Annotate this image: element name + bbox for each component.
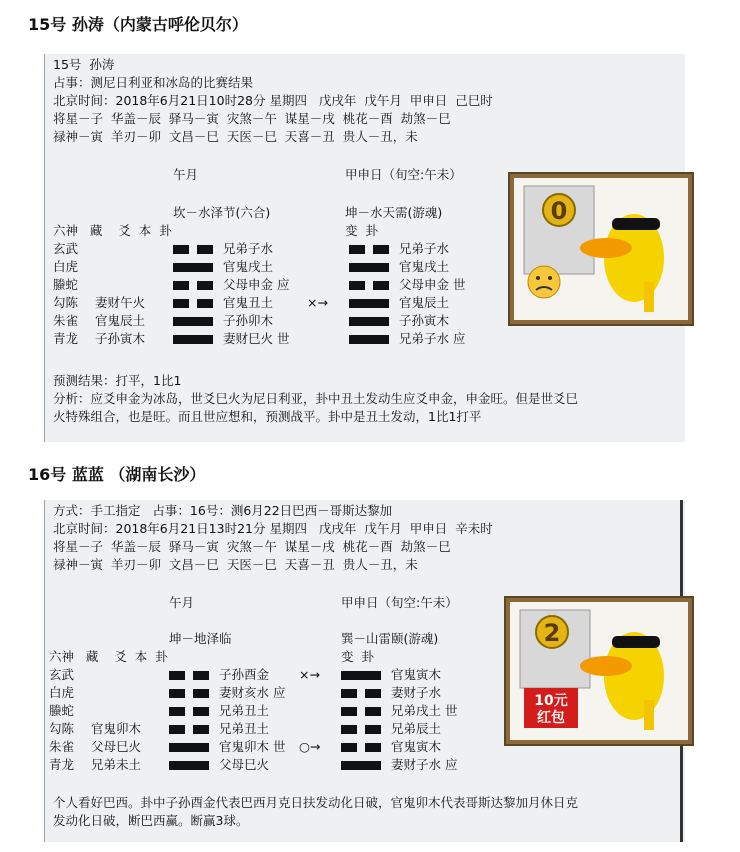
moving-line-mark: ○→ [299, 739, 321, 754]
six-god-label: 白虎 [49, 685, 75, 700]
changed-line-label: 妻财子水 [391, 685, 442, 700]
red-packet-line1: 10元 [534, 693, 568, 709]
six-god-label: 白虎 [53, 259, 79, 274]
changed-gua-name: 坤－水天需(游魂) [345, 205, 443, 220]
six-god-label: 勾陈 [49, 721, 75, 736]
changed-yao [349, 294, 389, 312]
changed-line-label: 兄弟子水 [399, 241, 450, 256]
base-line-label: 子孙卯木 [223, 313, 274, 328]
base-yao [173, 258, 213, 276]
result-line: 预测结果：打平，1比1 [53, 373, 182, 388]
hidden-line-label: 官鬼辰土 [95, 313, 146, 328]
moving-line-mark: ×→ [299, 667, 320, 682]
duck-illustration [510, 602, 688, 740]
changed-yao [341, 666, 381, 684]
changed-yao [341, 738, 381, 756]
column-header-left: 六神 藏 爻 本 卦 [53, 223, 172, 238]
changed-line-label: 兄弟子水 应 [399, 331, 466, 346]
analysis-line-1: 分析：应爻申金为冰岛，世爻巳火为尼日利亚，卦中丑土发动生应爻申金，申金旺。但是世爻巳 [53, 391, 579, 406]
six-god-label: 朱雀 [49, 739, 75, 754]
base-yao [173, 330, 213, 348]
six-god-label: 螣蛇 [53, 277, 79, 292]
six-god-label: 玄武 [53, 241, 79, 256]
changed-gua-name: 巽－山雷颐(游魂) [341, 631, 439, 646]
duck-picture-frame [504, 596, 694, 746]
base-yao [173, 312, 213, 330]
hidden-line-label: 妻财午火 [95, 295, 146, 310]
analysis-line-2: 发动化日破，断巴西赢。断赢3球。 [53, 813, 249, 828]
month-label: 午月 [173, 167, 199, 182]
six-god-label: 螣蛇 [49, 703, 75, 718]
six-god-label: 青龙 [49, 757, 75, 772]
hidden-line-label: 子孙寅木 [95, 331, 146, 346]
six-god-label: 玄武 [49, 667, 75, 682]
badge-digit: 0 [550, 197, 568, 225]
base-line-label: 兄弟丑土 [219, 721, 270, 736]
changed-line-label: 妻财子水 应 [391, 757, 458, 772]
column-header-left: 六神 藏 爻 本 卦 [49, 649, 168, 664]
base-line-label: 子孙酉金 [219, 667, 270, 682]
duck-illustration [514, 178, 688, 320]
changed-line-label: 子孙寅木 [399, 313, 450, 328]
changed-yao [341, 702, 381, 720]
base-yao [169, 738, 209, 756]
changed-line-label: 兄弟戌土 世 [391, 703, 458, 718]
base-yao [169, 666, 209, 684]
badge-digit: 2 [543, 619, 561, 647]
changed-yao [341, 684, 381, 702]
red-packet-line2: 红包 [537, 710, 565, 726]
base-line-label: 兄弟丑土 [219, 703, 270, 718]
base-line-label: 父母申金 应 [223, 277, 290, 292]
changed-line-label: 官鬼寅木 [391, 739, 442, 754]
changed-yao [341, 756, 381, 774]
base-yao [169, 756, 209, 774]
day-label: 甲申日（旬空:午未） [341, 595, 458, 610]
month-label: 午月 [169, 595, 195, 610]
changed-yao [349, 276, 389, 294]
changed-line-label: 官鬼寅木 [391, 667, 442, 682]
base-yao [173, 276, 213, 294]
changed-line-label: 父母申金 世 [399, 277, 466, 292]
changed-yao [349, 240, 389, 258]
stars-line-2: 禄神－寅 羊刃－卯 文昌－巳 天医－巳 天喜－丑 贵人－丑，未 [53, 557, 418, 572]
changed-yao [349, 330, 389, 348]
base-yao [169, 720, 209, 738]
section-heading-16: 16号 蓝蓝 （湖南长沙） [28, 465, 206, 484]
six-god-label: 朱雀 [53, 313, 79, 328]
changed-yao [349, 258, 389, 276]
analysis-line-2: 火特殊组合，也是旺。而且世应想和，预测战平。卦中是丑土发动，1比1打平 [53, 409, 482, 424]
question-line: 占事：测尼日利亚和冰岛的比赛结果 [53, 75, 254, 90]
base-gua-name: 坎－水泽节(六合) [173, 205, 271, 220]
hidden-line-label: 父母巳火 [91, 739, 142, 754]
column-header-right: 变 卦 [341, 649, 374, 664]
column-header-right: 变 卦 [345, 223, 378, 238]
changed-line-label: 官鬼辰土 [399, 295, 450, 310]
stars-line: 将星－子 华盖－辰 驿马－寅 灾煞－午 谋星－戌 桃花－酉 劫煞－巳 [53, 539, 451, 554]
base-line-label: 父母巳火 [219, 757, 270, 772]
stars-line: 将星－子 华盖－辰 驿马－寅 灾煞－午 谋星－戌 桃花－酉 劫煞－巳 [53, 111, 451, 126]
base-line-label: 官鬼丑土 [223, 295, 274, 310]
section-heading-15: 15号 孙涛（内蒙古呼伦贝尔） [28, 15, 248, 34]
duck-picture-frame [508, 172, 694, 326]
base-line-label: 兄弟子水 [223, 241, 274, 256]
stars-line-2: 禄神－寅 羊刃－卯 文昌－巳 天医－巳 天喜－丑 贵人－丑，未 [53, 129, 418, 144]
changed-line-label: 兄弟辰土 [391, 721, 442, 736]
changed-line-label: 官鬼戌土 [399, 259, 450, 274]
base-yao [169, 684, 209, 702]
changed-yao [341, 720, 381, 738]
base-line-label: 官鬼戌土 [223, 259, 274, 274]
analysis-line-1: 个人看好巴西。卦中子孙酉金代表巴西月克日扶发动化日破，官鬼卯木代表哥斯达黎加月休日克 [53, 795, 579, 810]
changed-yao [349, 312, 389, 330]
base-line-label: 妻财巳火 世 [223, 331, 290, 346]
base-yao [173, 294, 213, 312]
base-yao [169, 702, 209, 720]
moving-line-mark: ×→ [307, 295, 328, 310]
day-label: 甲申日（旬空:午未） [345, 167, 462, 182]
method-line: 方式：手工指定 占事：16号：测6月22日巴西－哥斯达黎加 [53, 503, 393, 518]
base-line-label: 官鬼卯木 世 [219, 739, 286, 754]
base-line-label: 妻财亥水 应 [219, 685, 286, 700]
six-god-label: 青龙 [53, 331, 79, 346]
six-god-label: 勾陈 [53, 295, 79, 310]
title-line: 15号 孙涛 [53, 57, 115, 72]
hidden-line-label: 兄弟未土 [91, 757, 142, 772]
hidden-line-label: 官鬼卯木 [91, 721, 142, 736]
time-line: 北京时间：2018年6月21日10时28分 星期四 戊戌年 戊午月 甲申日 己巳时 [53, 93, 493, 108]
base-yao [173, 240, 213, 258]
base-gua-name: 坤－地泽临 [169, 631, 232, 646]
time-line: 北京时间：2018年6月21日13时21分 星期四 戊戌年 戊午月 甲申日 辛未时 [53, 521, 493, 536]
